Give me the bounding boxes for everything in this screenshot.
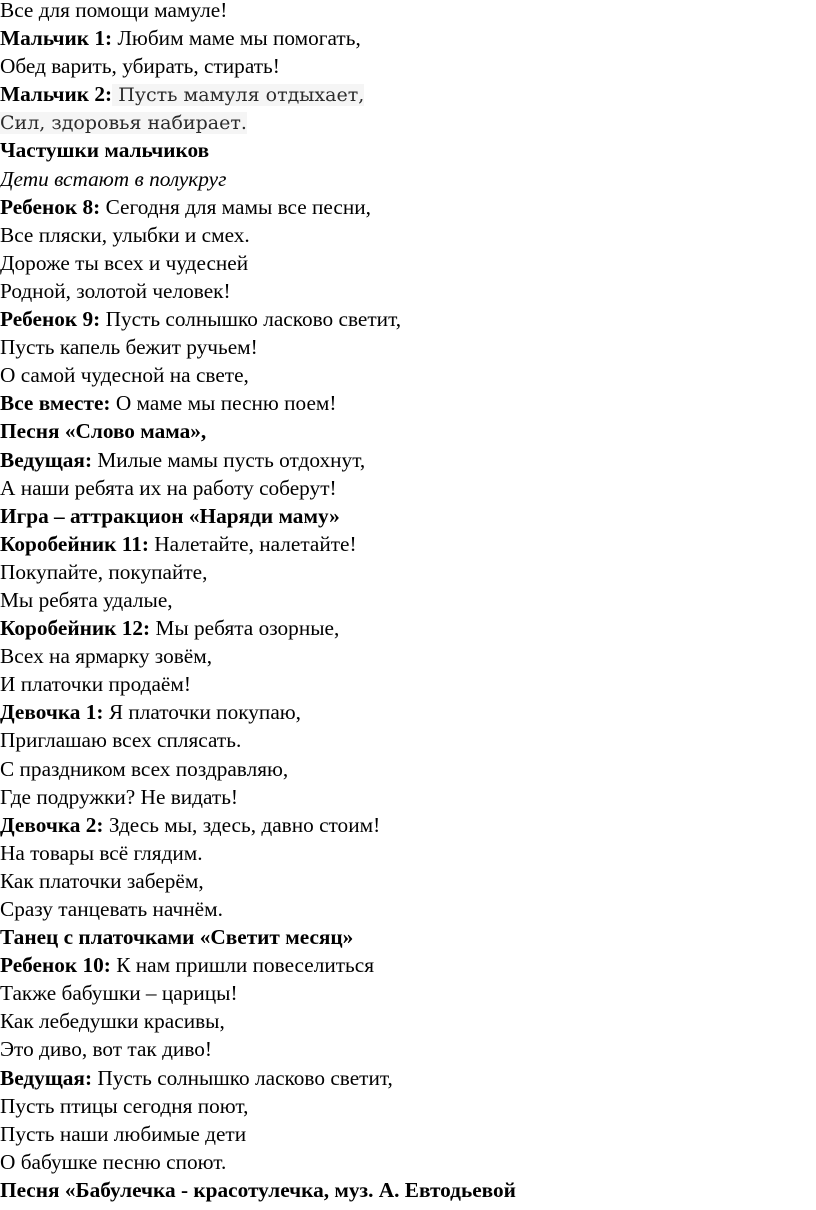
text-line: [0, 305, 816, 333]
text-line: [0, 811, 816, 839]
speaker-label: Коробейник 12:: [0, 616, 151, 641]
line-text: К нам пришли повеселиться: [110, 953, 375, 978]
line-text: Мы ребята удалые,: [0, 587, 173, 612]
text-line: [0, 614, 816, 642]
line-text: Приглашаю всех сплясать.: [0, 728, 242, 753]
line-text: Покупайте, покупайте,: [0, 559, 208, 584]
line-text: Любим маме мы помогать,: [112, 26, 361, 51]
line-text: Дороже ты всех и чудесней: [0, 250, 249, 275]
heading-text: Танец с платочками «Светит месяц»: [0, 925, 354, 950]
line-text: С праздником всех поздравляю,: [0, 756, 289, 781]
text-line: [0, 867, 816, 895]
line-text: Где подружки? Не видать!: [0, 784, 239, 809]
speaker-label: Мальчик 1:: [0, 26, 113, 51]
line-text: Родной, золотой человек!: [0, 278, 231, 303]
text-line: [0, 389, 816, 417]
speaker-label: Ребенок 8:: [0, 194, 101, 219]
text-line: [0, 1120, 816, 1148]
line-text: Обед варить, убирать, стирать!: [0, 54, 280, 79]
text-line: [0, 698, 816, 726]
text-line: [0, 221, 816, 249]
text-line: [0, 193, 816, 221]
heading-text: Песня «Бабулечка - красотулечка, муз. А. Евтодьевой: [0, 1177, 516, 1202]
text-line: [0, 80, 816, 108]
line-text: Пусть птицы сегодня поют,: [0, 1093, 249, 1118]
speaker-label: Коробейник 11:: [0, 531, 149, 556]
speaker-label: Ребенок 10:: [0, 953, 111, 978]
line-text: Это диво, вот так диво!: [0, 1037, 212, 1062]
text-line: [0, 895, 816, 923]
line-text: Сил, здоровья набирает.: [0, 112, 247, 135]
text-line: [0, 24, 816, 52]
speaker-label: Ребенок 9:: [0, 307, 101, 332]
direction-text: Дети встают в полукруг: [0, 166, 227, 191]
speaker-label: Девочка 1:: [0, 700, 104, 725]
speaker-label: Ведущая:: [0, 447, 93, 472]
text-line: [0, 586, 816, 614]
line-text: Как платочки заберём,: [0, 868, 204, 893]
text-line: [0, 1035, 816, 1063]
line-text: Сразу танцевать начнём.: [0, 897, 223, 921]
line-text: Я платочки покупаю,: [103, 700, 302, 725]
line-text: А наши ребята их на работу соберут!: [0, 475, 337, 500]
line-text: Сегодня для мамы все песни,: [100, 194, 371, 219]
line-text: На товары всё глядим.: [0, 840, 203, 865]
text-line: [0, 558, 816, 586]
text-line: [0, 642, 816, 670]
text-line: [0, 1007, 816, 1035]
speaker-label: Девочка 2:: [0, 812, 104, 837]
text-line: [0, 755, 816, 783]
section-heading: [0, 923, 816, 951]
heading-text: Игра – аттракцион «Наряди маму»: [0, 503, 340, 528]
text-line: [0, 108, 816, 136]
line-text: О бабушке песню споют.: [0, 1149, 227, 1174]
line-text: И платочки продаём!: [0, 672, 191, 697]
heading-text: Песня «Слово мама»,: [0, 419, 207, 444]
speaker-label: Ведущая:: [0, 1065, 93, 1090]
section-heading: [0, 1176, 816, 1204]
text-line: [0, 0, 816, 24]
heading-text: Частушки мальчиков: [0, 138, 210, 163]
text-line: [0, 530, 816, 558]
line-text: О маме мы песню поем!: [110, 391, 337, 416]
line-text: Пусть мамуля отдыхает,: [112, 84, 365, 107]
text-line: [0, 1092, 816, 1120]
line-text: Все пляски, улыбки и смех.: [0, 222, 250, 247]
line-text: Всех на ярмарку зовём,: [0, 644, 213, 669]
line-text: Все для помощи мамуле!: [0, 0, 228, 22]
line-text: Как лебедушки красивы,: [0, 1009, 225, 1034]
text-line: [0, 446, 816, 474]
text-line: [0, 839, 816, 867]
stage-direction: [0, 165, 816, 193]
text-line: [0, 474, 816, 502]
line-text: Налетайте, налетайте!: [148, 531, 357, 556]
line-text: Пусть солнышко ласково светит,: [92, 1065, 393, 1090]
line-text: Мы ребята озорные,: [150, 616, 340, 641]
text-line: [0, 52, 816, 80]
section-heading: [0, 502, 816, 530]
speaker-label: Мальчик 2:: [0, 82, 113, 107]
speaker-label: Все вместе:: [0, 391, 111, 416]
line-text: О самой чудесной на свете,: [0, 363, 249, 388]
text-line: [0, 361, 816, 389]
text-line: [0, 726, 816, 754]
section-heading: [0, 417, 816, 445]
line-text: Здесь мы, здесь, давно стоим!: [103, 812, 381, 837]
line-text: Милые мамы пусть отдохнут,: [92, 447, 366, 472]
text-line: [0, 277, 816, 305]
text-line: [0, 783, 816, 811]
line-text: Пусть наши любимые дети: [0, 1121, 247, 1146]
text-line: [0, 1064, 816, 1092]
text-line: [0, 979, 816, 1007]
section-heading: [0, 136, 816, 164]
line-text: Также бабушки – царицы!: [0, 981, 238, 1006]
line-text: Пусть солнышко ласково светит,: [100, 307, 402, 332]
line-text: Пусть капель бежит ручьем!: [0, 335, 258, 360]
text-line: [0, 670, 816, 698]
text-line: [0, 1148, 816, 1176]
text-line: [0, 249, 816, 277]
text-line: [0, 333, 816, 361]
text-line: [0, 951, 816, 979]
